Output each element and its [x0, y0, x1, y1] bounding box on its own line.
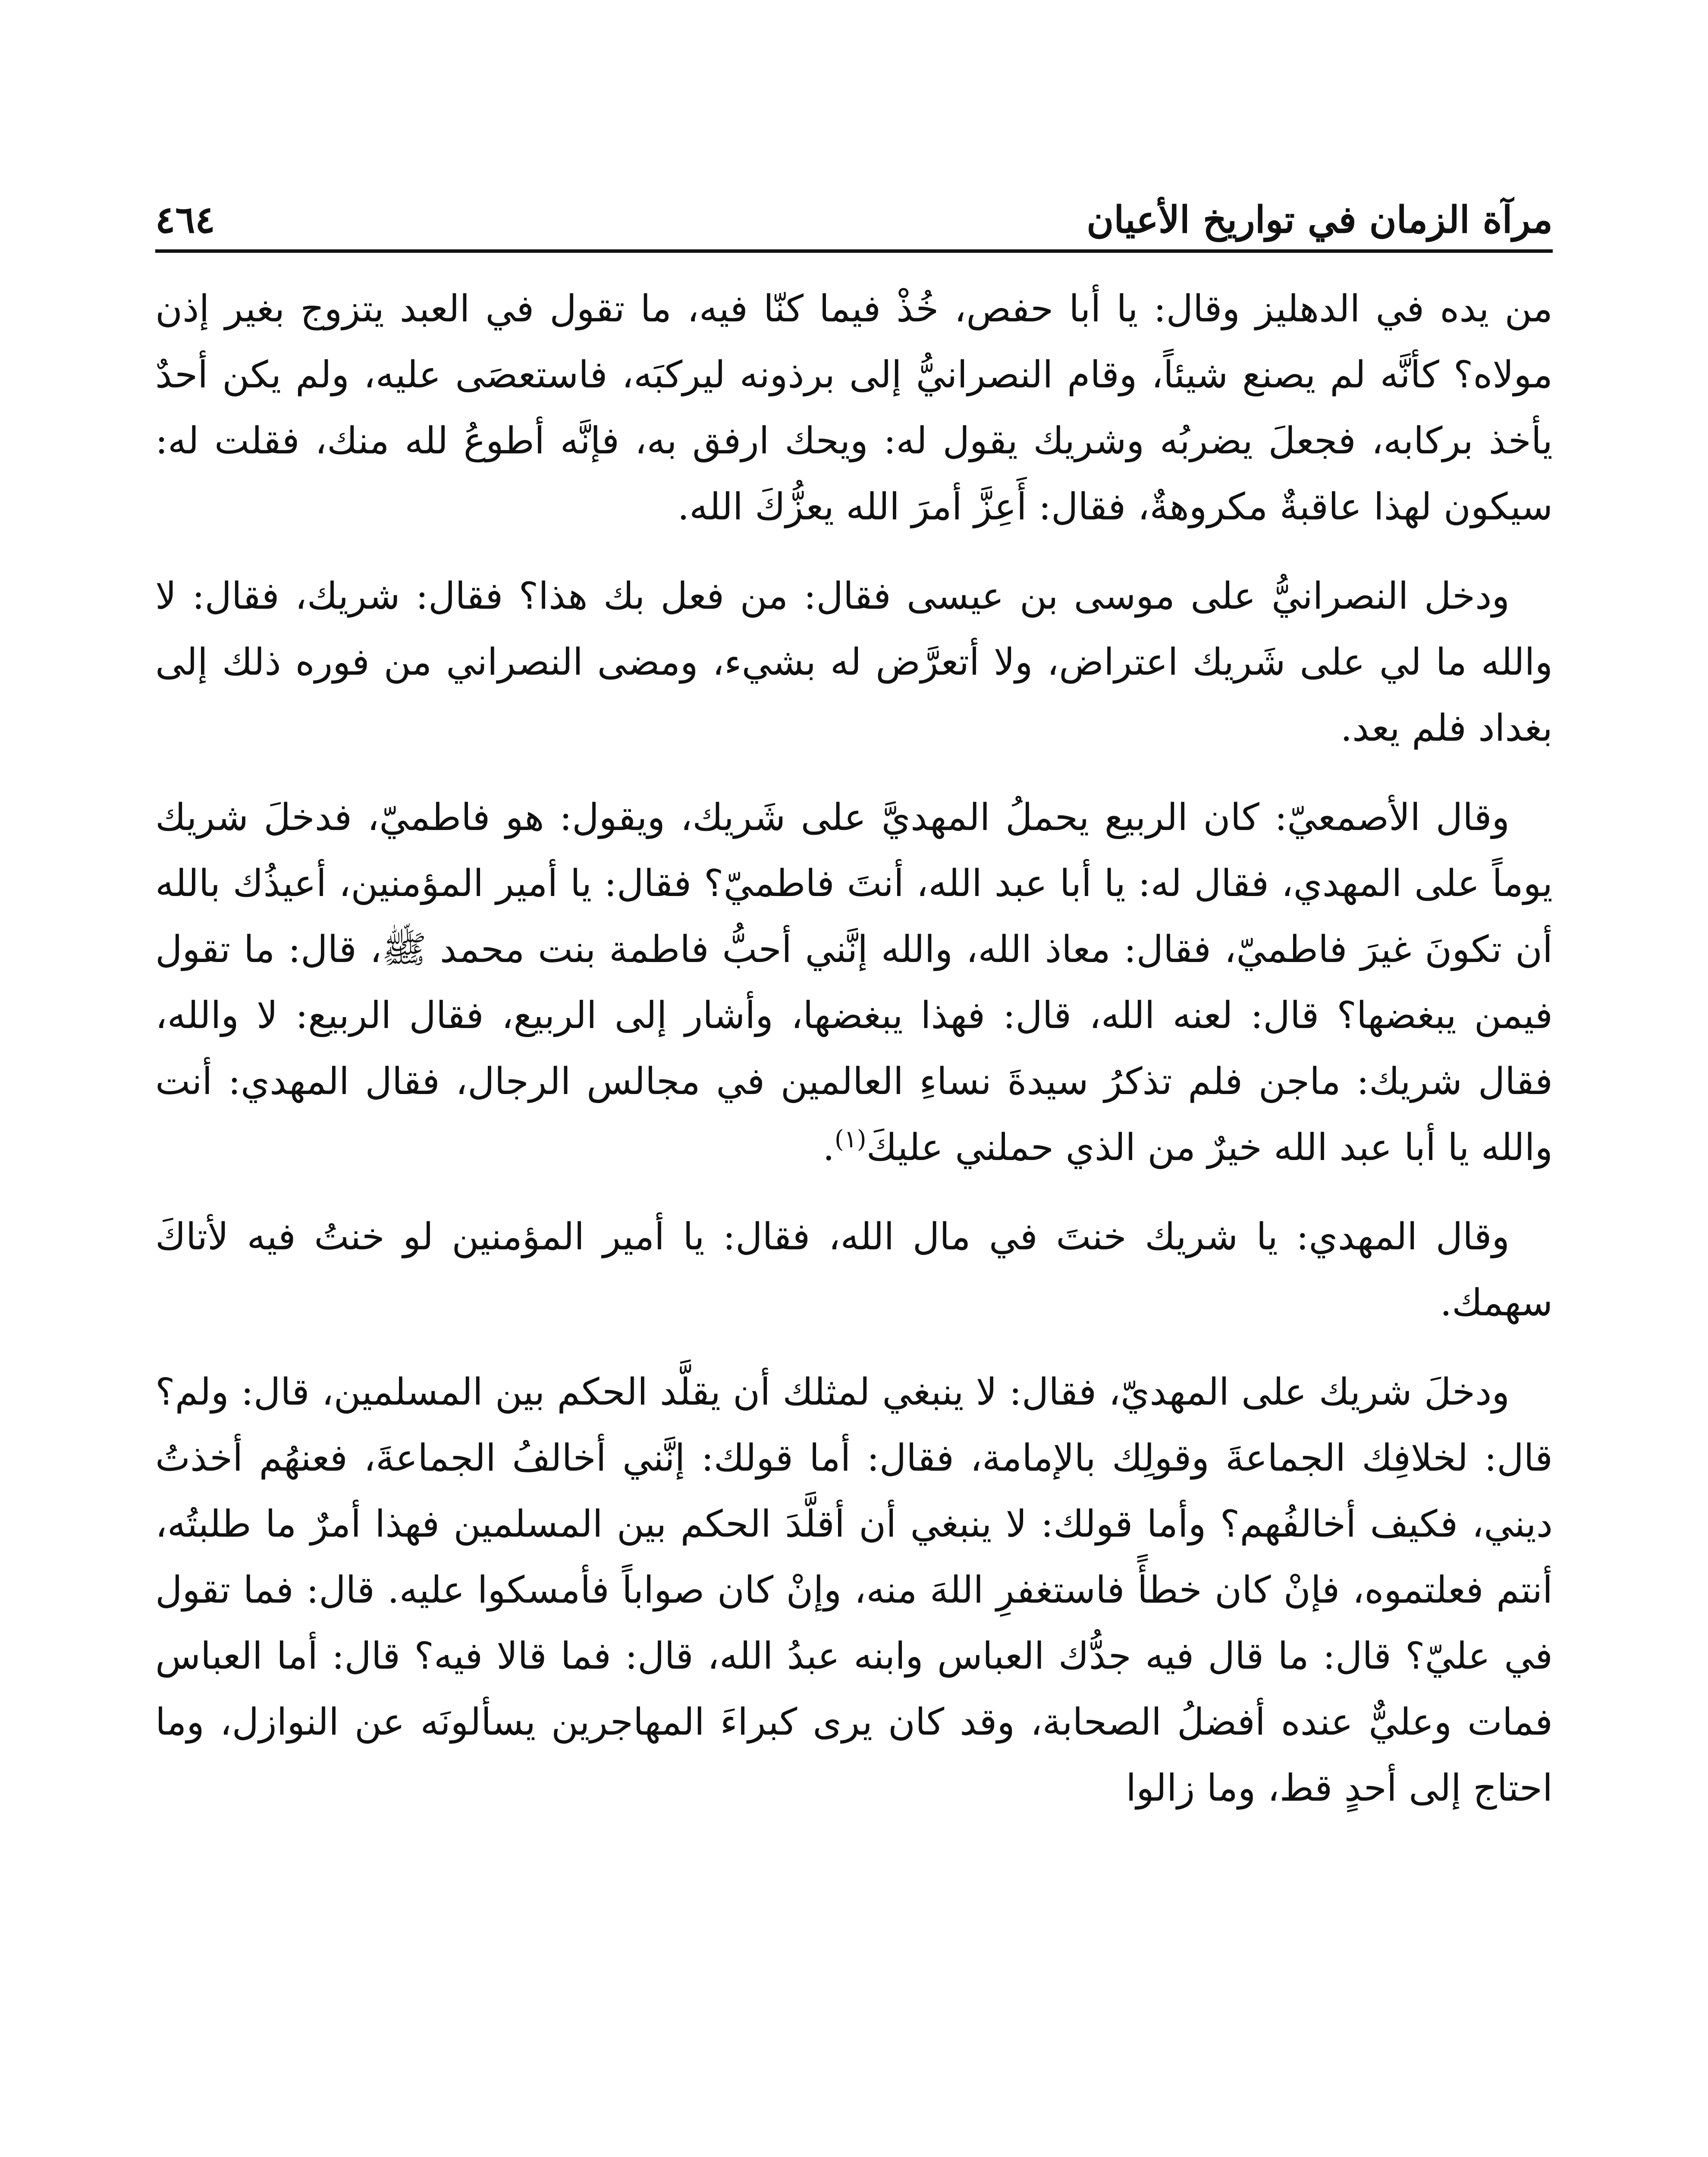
page-number: ٤٦٤: [155, 198, 215, 242]
paragraph-2: ودخل النصرانيُّ على موسى بن عيسى فقال: من فعل بك هذا؟ فقال: شريك، فقال: لا والله ما لي على شَريك اعتراض، ولا أتعرَّض له بشيء، ومضى النصراني من فوره ذلك إلى بغداد فلم يعد.: [155, 575, 1553, 750]
paragraph-3: [155, 785, 1553, 1181]
paragraph-5: ودخلَ شريك على المهديّ، فقال: لا ينبغي لمثلك أن يقلَّد الحكم بين المسلمين، قال: ولم؟ قال: لخلافِك الجماعةَ وقولِك بالإمامة، فقال: أما قولك: إنَّني أخالفُ الجماعةَ، فعنهُم أخذتُ ديني، فكيف أخالفُهم؟ وأما قولك: لا ينبغي أن أقلَّدَ الحكم بين المسلمين فهذا أمرٌ ما طلبتُه، أنتم فعلتموه، فإنْ كان خطأً فاستغفرِ اللهَ منه، وإنْ كان صواباً فأمسكوا عليه. قال: فما تقول في عليّ؟ قال: ما قال فيه جدُّك العباس وابنه عبدُ الله، قال: فما قالا فيه؟ قال: أما العباس فمات وعليٌّ عنده أفضلُ الصحابة، وقد كان يرى كبراءَ المهاجرين يسألونَه عن النوازل، وما احتاج إلى أحدٍ قط، وما زالوا: [155, 1371, 1553, 1810]
paragraph-4: وقال المهدي: يا شريك خنتَ في مال الله، فقال: يا أمير المؤمنين لو خنتُ فيه لأتاكَ سهمك.: [155, 1215, 1553, 1324]
main-text: [155, 276, 1553, 1845]
paragraph-1: من يده في الدهليز وقال: يا أبا حفص، خُذْ فيما كنّا فيه، ما تقول في العبد يتزوج بغير إذن مولاه؟ كأنَّه لم يصنع شيئاً، وقام النصرانيُّ إلى برذونه ليركبَه، فاستعصَى عليه، ولم يكن أحدٌ يأخذ بركابه، فجعلَ يضربُه وشريك يقول له: ويحك ارفق به، فإنَّه أطوعُ لله منك، فقلت له: سيكون لهذا عاقبةٌ مكروهةٌ، فقال: أَعِزَّ أمرَ الله يعزُّكَ الله.: [155, 287, 1553, 528]
paragraph-3-tail: .: [823, 1126, 835, 1169]
book-title: مرآة الزمان في تواريخ الأعيان: [1086, 198, 1553, 242]
footnote-reference: (١): [834, 1125, 867, 1154]
running-header: [155, 160, 1553, 250]
header-rule: [155, 249, 1553, 253]
paragraph-3-text: وقال الأصمعيّ: كان الربيع يحملُ المهديَّ على شَريك، ويقول: هو فاطميّ، فدخلَ شريك يوماً على المهدي، فقال له: يا أبا عبد الله، أنتَ فاطميّ؟ فقال: يا أمير المؤمنين، أعيذُك بالله أن تكونَ غيرَ فاطميّ، فقال: معاذ الله، والله إنَّني أحبُّ فاطمة بنت محمد ﷺ، قال: ما تقول فيمن يبغضها؟ قال: لعنه الله، قال: فهذا يبغضها، وأشار إلى الربيع، فقال الربيع: لا والله، فقال شريك: ماجن فلم تذكرُ سيدةَ نساءِ العالمين في مجالس الرجال، فقال المهدي: أنت والله يا أبا عبد الله خيرٌ من الذي حملني عليكَ: [155, 796, 1553, 1169]
